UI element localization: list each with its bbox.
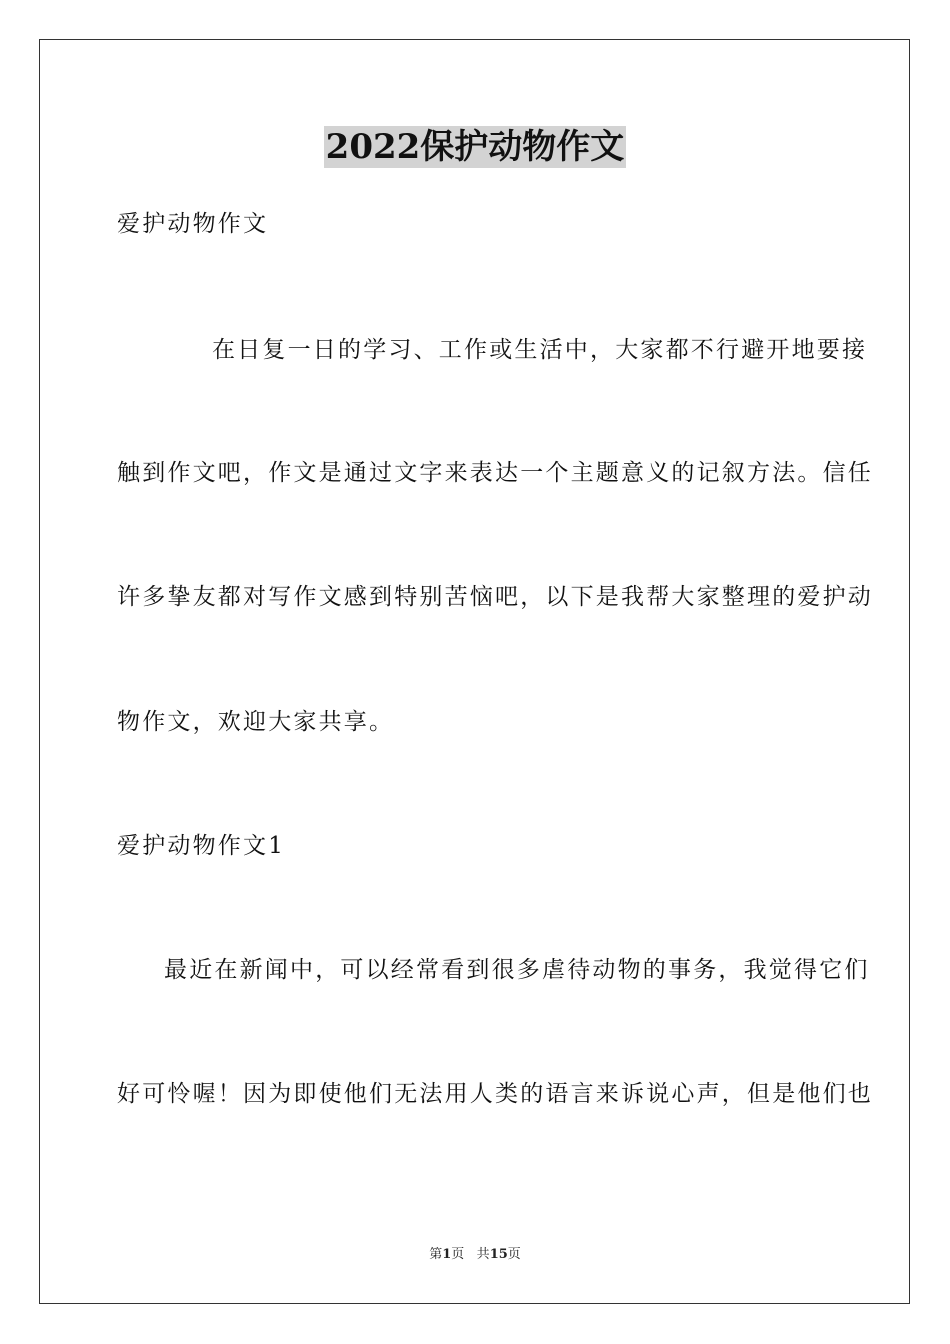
paragraph-line: 许多挚友都对写作文感到特别苦恼吧，以下是我帮大家整理的爱护动 [117,584,873,610]
page-suffix: 页 [451,1247,465,1262]
page-footer [0,1246,950,1264]
paragraph-line: 物作文，欢迎大家共享。 [117,709,395,735]
page-prefix: 第 [429,1247,443,1262]
section-heading: 爱护动物作文1 [117,833,286,859]
paragraph-line: 最近在新闻中，可以经常看到很多虐待动物的事务，我觉得它们 [164,957,870,983]
total-pages: 15 [489,1247,508,1262]
paragraph-line: 好可怜喔！因为即使他们无法用人类的语言来诉说心声，但是他们也 [117,1081,873,1107]
paragraph-line: 触到作文吧，作文是通过文字来表达一个主题意义的记叙方法。信任 [117,460,873,486]
total-suffix: 页 [507,1247,521,1262]
paragraph-line: 在日复一日的学习、工作或生活中，大家都不行避开地要接 [212,337,868,363]
title-container [0,126,950,168]
total-prefix: 共 [476,1247,490,1262]
section-heading: 爱护动物作文 [117,211,269,237]
page-number: 1 [442,1247,452,1262]
document-title: 2022保护动物作文 [325,127,625,167]
